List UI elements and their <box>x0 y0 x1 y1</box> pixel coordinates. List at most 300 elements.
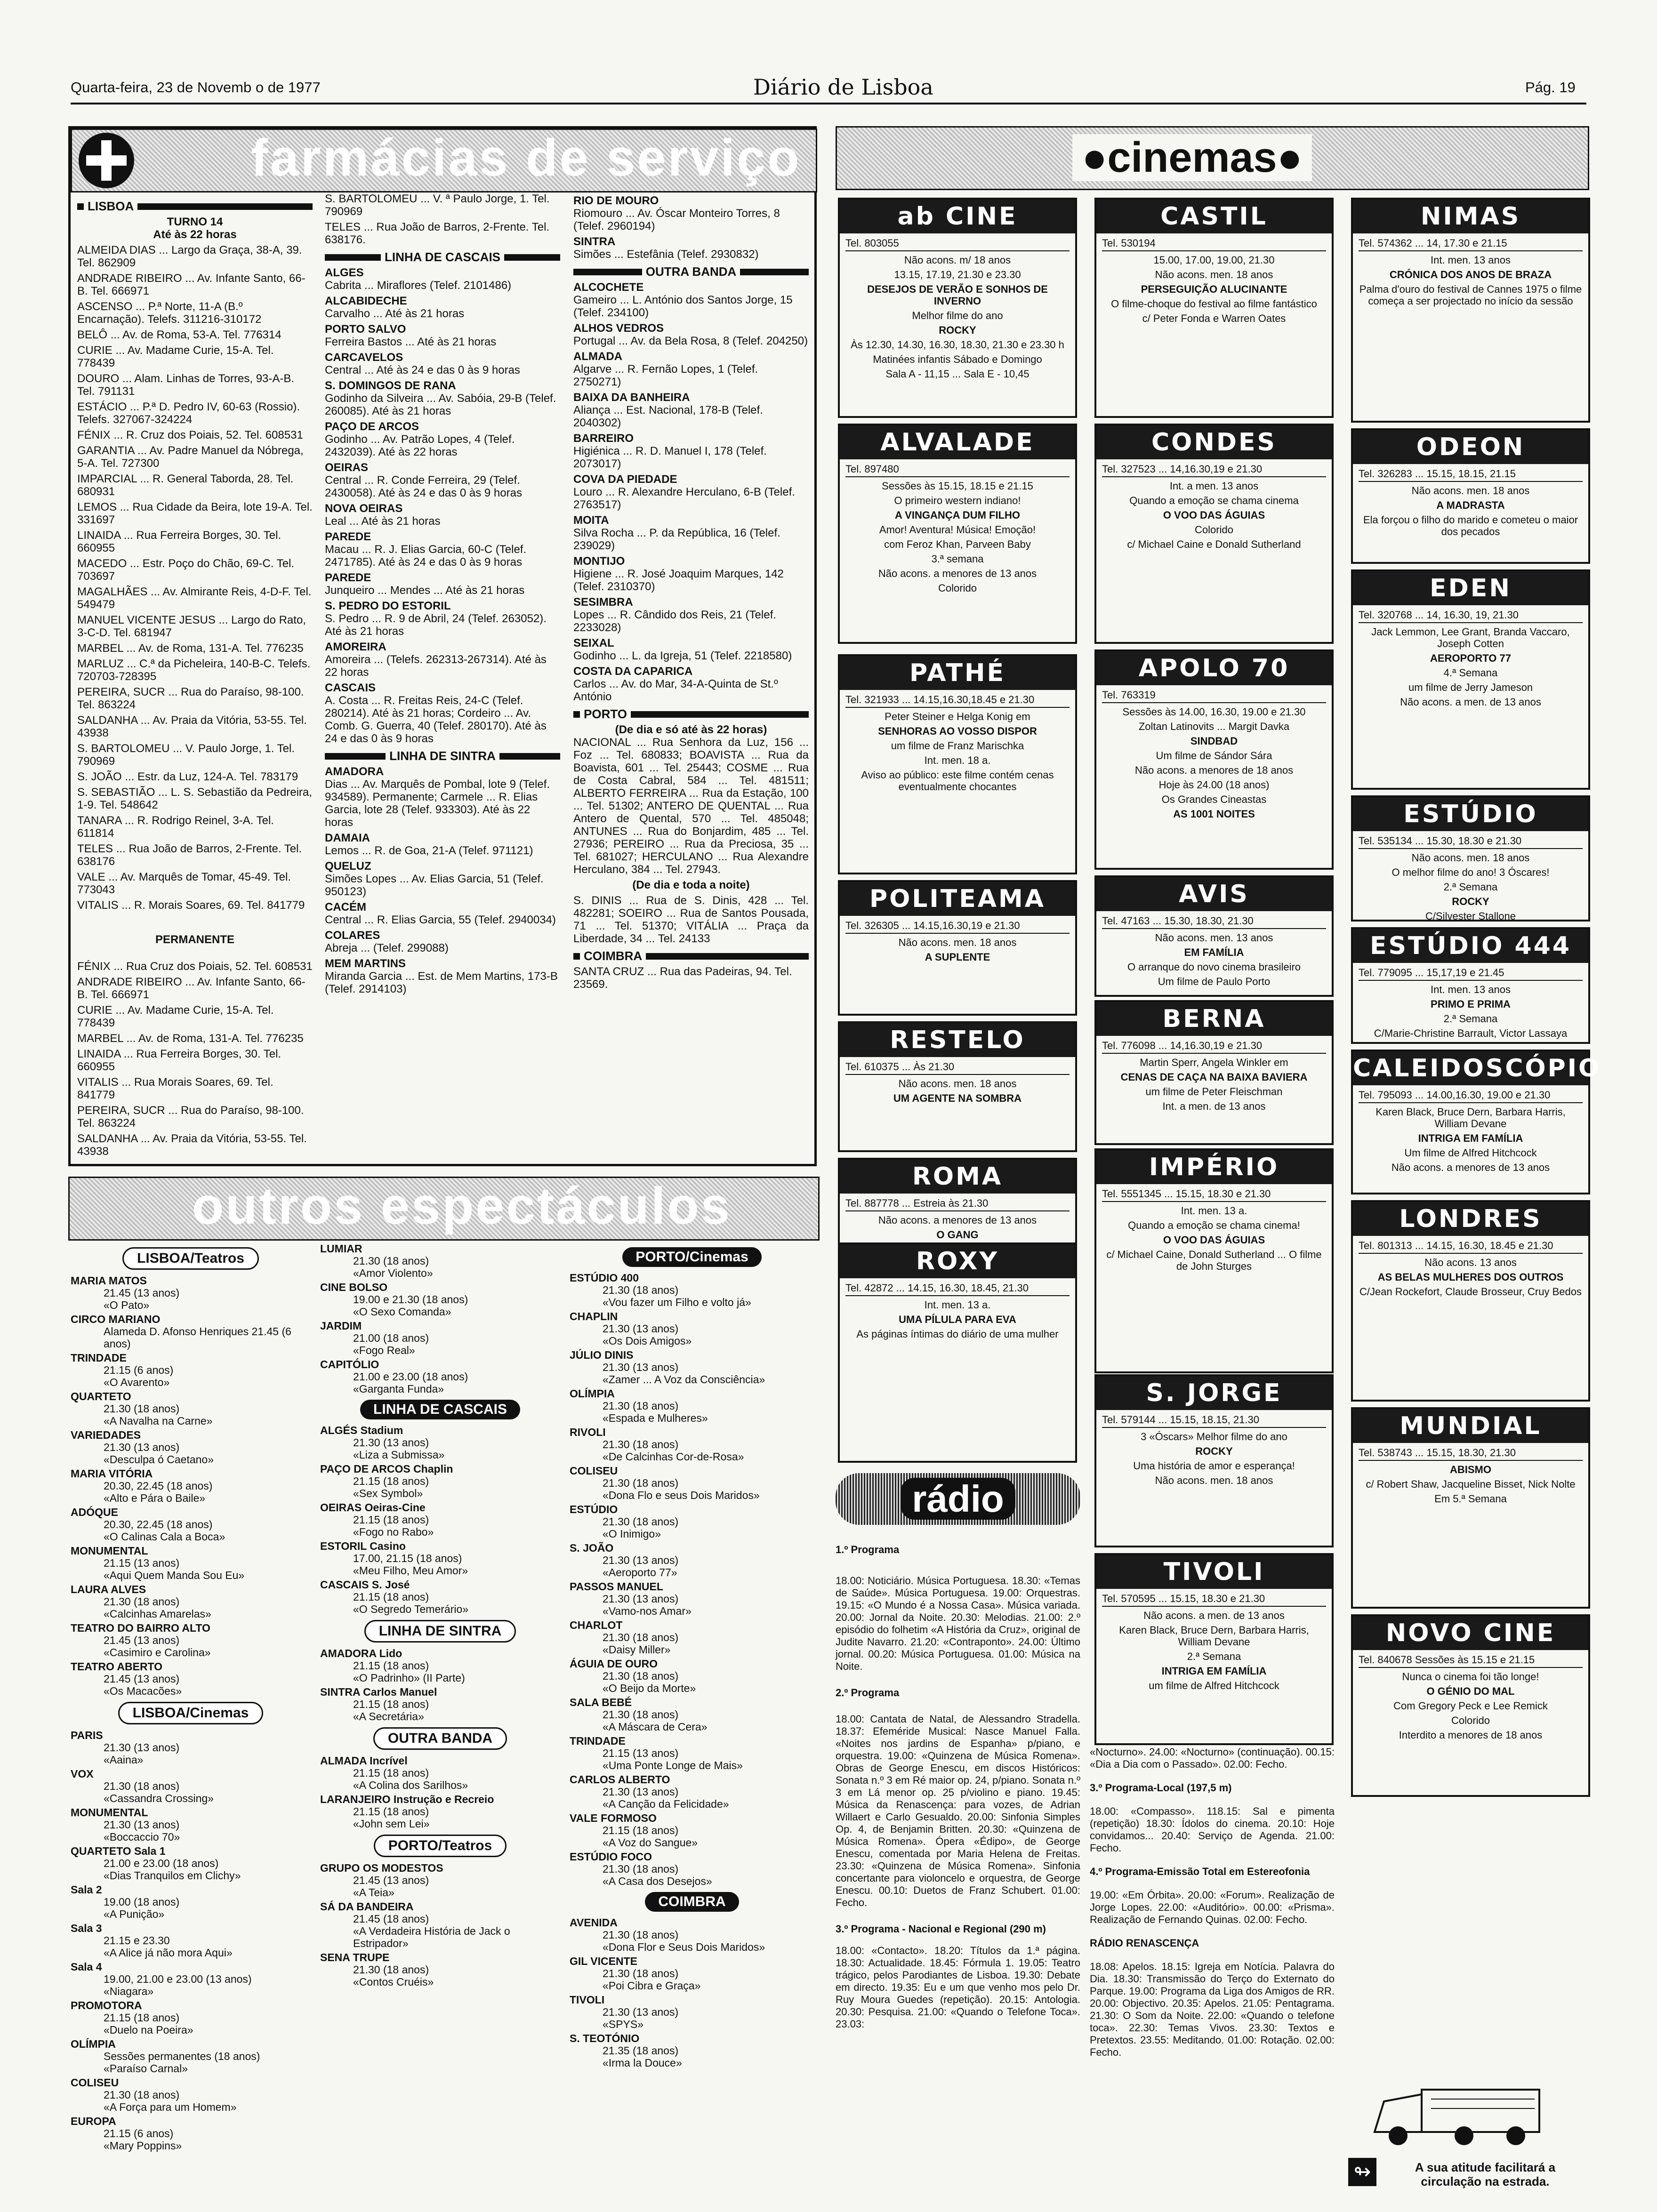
cinema-line: Karen Black, Bruce Dern, Barbara Harris, William Devane <box>1119 1624 1309 1648</box>
show-title: «O Calinas Cala a Boca» <box>104 1531 225 1543</box>
show-entry <box>570 1994 814 2030</box>
show-entry <box>320 1793 560 1830</box>
turno: TURNO 14 <box>167 216 223 228</box>
show-time: 21.30 (18 anos) <box>603 1515 679 1528</box>
road-sign-icon: ↬ <box>1348 2158 1376 2186</box>
place-heading: ALCABIDECHE <box>325 295 407 307</box>
venue-name: JÚLIO DINIS <box>570 1349 634 1361</box>
radio-r2-p1: 18.00: «Compasso». 118.15: Sal e pimenta (repetição) 18.30: Ídolos do cinema. 20.10: Hoje convidamos... 20.40: Serviço de Agenda. 21.00: Fecho. <box>1090 1805 1335 1854</box>
cinema-line: Não acons. a menores de 13 anos <box>878 568 1037 579</box>
show-entry <box>570 1696 814 1733</box>
show-title: «Aeroporto 77» <box>603 1566 677 1579</box>
cascais-list <box>325 266 560 745</box>
show-title: «A Verdadeira História de Jack o Estripador» <box>353 1925 510 1949</box>
cinema-line: Não acons. a men. de 13 anos <box>1400 696 1541 708</box>
cinema-line: O GÉNIO DO MAL <box>1426 1685 1515 1697</box>
cinema-body <box>840 1280 1075 1345</box>
pharmacy-entry: ANDRADE RIBEIRO ... Av. Infante Santo, 66-B. Tel. 666971 <box>77 272 306 297</box>
newspaper-title: Diário de Lisboa <box>753 74 933 100</box>
place-heading: SEIXAL <box>573 637 614 649</box>
venue-name: Sala 3 <box>71 1922 102 1934</box>
cinema-line: O VOO DAS ÁGUIAS <box>1163 509 1265 521</box>
venue-name: PROMOTORA <box>71 1999 142 2012</box>
venue-name: CARLOS ALBERTO <box>570 1773 670 1786</box>
show-entry <box>71 2038 311 2075</box>
venue-name: ADÓQUE <box>71 1506 118 1518</box>
show-entry <box>320 1358 560 1395</box>
show-title: «O Beijo da Morte» <box>603 1682 696 1694</box>
cinema-line: 2.ª Semana <box>1443 881 1498 893</box>
cinema-line: Jack Lemmon, Lee Grant, Branda Vaccaro, Joseph Cotten <box>1371 626 1570 649</box>
show-time: 21.30 (13 anos) <box>603 2006 679 2018</box>
pharmacy-entry: A. Costa ... R. Freitas Reis, 24-C (Telef. 280214). Até às 21 horas; Cordeiro ... Av. Comb. G. Guerra, 40 (Telef. 280170). Até às 24 e das 0 às 9 horas <box>325 694 547 745</box>
show-time: 21.30 (18 anos) <box>353 1255 429 1267</box>
cinema-line: Colorido <box>938 582 977 594</box>
pharmacy-entry: Simões Lopes ... Av. Elias Garcia, 51 (Telef. 950123) <box>325 873 544 898</box>
radio-p3-head: 3.º Programa - Nacional e Regional (290 m) <box>836 1923 1046 1935</box>
cinema-body <box>840 692 1075 797</box>
cinema-line: PERSEGUIÇÃO ALUCINANTE <box>1141 283 1287 295</box>
cinema-name: PATHÉ <box>840 656 1075 690</box>
show-entry <box>570 1735 814 1771</box>
cinema-name: ESTÚDIO <box>1353 797 1588 831</box>
cinema-name: LONDRES <box>1353 1202 1588 1236</box>
show-title: «Aaina» <box>104 1754 144 1766</box>
cinema-phone: Tel. 763319 <box>1102 689 1326 703</box>
pharmacy-entry: Amoreira ... (Telefs. 262313-267314). Até às 22 horas <box>325 653 547 679</box>
show-time: 21.30 (18 anos) <box>603 1670 679 1682</box>
cinema-name: IMPÉRIO <box>1096 1150 1332 1184</box>
show-title: «John sem Lei» <box>353 1818 430 1830</box>
show-entry <box>71 1274 311 1311</box>
cinema-est-dio <box>1351 795 1590 922</box>
col3-top <box>573 194 809 261</box>
pharmacy-entry: Silva Rocha ... P. da República, 16 (Telef. 239029) <box>573 527 780 552</box>
venue-name: TIVOLI <box>570 1994 605 2006</box>
show-title: «O Inimigo» <box>603 1528 661 1540</box>
show-title: «A Canção da Felicidade» <box>603 1798 729 1810</box>
cinema-name: ROMA <box>840 1160 1075 1194</box>
venue-name: VOX <box>71 1768 94 1780</box>
show-time: 21.30 (13 anos) <box>603 1554 679 1566</box>
cinema-avis <box>1094 875 1334 997</box>
cinema-phone: Tel. 538743 ... 15.15, 18.30, 21.30 <box>1359 1447 1583 1461</box>
cinema-line: Colorido <box>1195 524 1233 536</box>
venue-name: SINTRA Carlos Manuel <box>320 1686 437 1698</box>
cinema-line: Matinées infantis Sábado e Domingo <box>873 353 1042 365</box>
cinema-name: AVIS <box>1096 877 1332 911</box>
show-entry <box>320 1501 560 1538</box>
show-title: «Dona Flor e Seus Dois Maridos» <box>603 1941 765 1953</box>
cinema-line: ROCKY <box>1452 896 1489 907</box>
cinema-line: um filme de Franz Marischka <box>891 740 1024 752</box>
show-title: «Boccaccio 70» <box>104 1831 180 1843</box>
cinema-line: Um filme de Alfred Hitchcock <box>1404 1147 1537 1159</box>
cinema-line: AEROPORTO 77 <box>1430 652 1511 664</box>
pharmacy-entry: TELES ... Rua João de Barros, 2-Frente. Tel. 638176 <box>77 842 302 868</box>
cinema-phone: Tel. 320768 ... 14, 16.30, 19, 21.30 <box>1359 609 1583 623</box>
cinema-line: Não acons. a menores de 13 anos <box>1391 1162 1550 1173</box>
cinema-berna <box>1094 1000 1334 1145</box>
venue-name: CIRCO MARIANO <box>71 1313 161 1325</box>
cinema-line: Não acons. men. 18 anos <box>1411 852 1530 864</box>
show-time: 21.30 (18 anos) <box>603 1929 679 1941</box>
cinema-phone: Tel. 326283 ... 15.15, 18.15, 21.15 <box>1359 468 1583 482</box>
show-title: «Uma Ponte Longe de Mais» <box>603 1759 743 1771</box>
place-heading: DAMAIA <box>325 832 370 844</box>
cinema-line: Aviso ao público: este filme contém cenas eventualmente chocantes <box>861 769 1054 793</box>
show-time: 21.30 (18 anos) <box>603 1400 679 1412</box>
cinema-line: c/ Michael Caine, Donald Sutherland ... O filme de John Sturges <box>1106 1249 1322 1272</box>
show-title: «Daisy Miller» <box>603 1643 671 1656</box>
radio-r2-head1: 3.º Programa-Local (197,5 m) <box>1090 1782 1232 1794</box>
show-entry <box>570 1658 814 1694</box>
show-entry <box>71 1806 311 1843</box>
show-time: 21.45 (18 anos) <box>353 1913 429 1925</box>
show-time: 21.15 (13 anos) <box>603 1747 679 1759</box>
cinema-name: ESTÚDIO 444 <box>1353 929 1588 963</box>
venue-name: SÁ DA BANDEIRA <box>320 1900 414 1913</box>
show-title: «Alto e Pára o Baile» <box>104 1492 206 1504</box>
cinema-name: TIVOLI <box>1096 1555 1332 1589</box>
show-title: «Contos Cruéis» <box>353 1976 434 1988</box>
venue-name: RIVOLI <box>570 1426 606 1438</box>
cinema-body <box>1096 1038 1332 1117</box>
pharmacy-entry: PEREIRA, SUCR ... Rua do Paraíso, 98-100. Tel. 863224 <box>77 1104 304 1130</box>
venue-name: CHARLOT <box>570 1619 623 1631</box>
show-time: 21.15 (18 anos) <box>353 1805 429 1818</box>
pill-lisboa-cinemas: LISBOA/Cinemas <box>118 1702 264 1724</box>
cinema-line: ABISMO <box>1450 1464 1491 1475</box>
cinema-body <box>840 235 1075 385</box>
cinema-line: PRIMO E PRIMA <box>1431 998 1511 1010</box>
cinema-line: Com Gregory Peck e Lee Remick <box>1393 1700 1548 1712</box>
pharmacy-entry: Godinho ... L. da Igreja, 51 (Telef. 2218580) <box>573 649 792 662</box>
cinema-body <box>1353 607 1588 713</box>
cinema-line: Karen Black, Bruce Dern, Barbara Harris, William Devane <box>1375 1106 1566 1130</box>
cinema-line: 2.ª Semana <box>1187 1651 1241 1662</box>
show-time: 21.00 e 23.00 (18 anos) <box>104 1857 219 1869</box>
show-time: 21.45 (13 anos) <box>104 1673 180 1685</box>
cinemas-banner <box>836 126 1589 190</box>
show-title: «A Navalha na Carne» <box>104 1415 213 1427</box>
venue-name: CAPITÓLIO <box>320 1358 379 1370</box>
show-time: 21.15 (18 anos) <box>353 1591 429 1603</box>
pharmacy-entry: CURIE ... Av. Madame Curie, 15-A. Tel. 778439 <box>77 344 274 369</box>
cinema-phone: Tel. 897480 <box>845 463 1070 477</box>
venue-name: CASCAIS S. José <box>320 1579 410 1591</box>
cinema-line: Hoje às 24.00 (18 anos) <box>1158 779 1270 791</box>
cinema-imp-rio <box>1094 1148 1334 1373</box>
pharmacy-entry: Simões ... Estefânia (Telef. 2930832) <box>573 248 759 261</box>
show-title: «A Casa dos Desejos» <box>603 1875 712 1887</box>
cinema-line: Não acons. men. 18 anos <box>898 937 1017 948</box>
show-entry <box>320 1540 560 1577</box>
show-time: 19.00 (18 anos) <box>104 1896 180 1908</box>
show-time: 21.30 (18 anos) <box>603 1863 679 1875</box>
cinema-body <box>840 918 1075 968</box>
pharmacy-entry: S. BARTOLOMEU ... V. Paulo Jorge, 1. Tel. 790969 <box>77 742 295 768</box>
show-entry <box>71 1467 311 1504</box>
cinema-name: CONDES <box>1096 425 1332 459</box>
place-heading: CARCAVELOS <box>325 351 403 364</box>
show-time: 21.30 (13 anos) <box>603 1322 679 1335</box>
outros-col-1 <box>71 1247 311 2154</box>
cinema-body <box>1353 1238 1588 1302</box>
cinema-line: ROCKY <box>1195 1445 1233 1457</box>
venue-name: LARANJEIRO Instrução e Recreio <box>320 1793 494 1805</box>
outra-list <box>573 281 809 703</box>
show-time: 21.35 (18 anos) <box>603 2044 679 2057</box>
show-title: «Os Macacões» <box>104 1685 182 1697</box>
pharmacy-entry: VALE ... Av. Marquês de Tomar, 45-49. Tel. 773043 <box>77 871 291 896</box>
pharmacy-banner-title: farmácias de serviço <box>251 129 801 187</box>
show-entry <box>570 1272 814 1308</box>
venue-name: OEIRAS Oeiras-Cine <box>320 1501 426 1514</box>
show-entry <box>320 1900 560 1949</box>
show-title: «A Punição» <box>104 1908 165 1920</box>
show-entry <box>71 1660 311 1697</box>
pharmacy-entry: Godinho ... Av. Patrão Lopes, 4 (Telef. 2432039). Até às 22 horas <box>325 433 515 458</box>
show-time: 21.30 (13 anos) <box>104 1819 180 1831</box>
porto-teatros-list <box>320 1862 560 1988</box>
pharmacy-entry: GARANTIA ... Av. Padre Manuel da Nóbrega, 5-A. Tel. 727300 <box>77 444 304 470</box>
pill-linha-sintra: LINHA DE SINTRA <box>364 1620 516 1643</box>
show-time: 21.30 (13 anos) <box>353 1436 429 1449</box>
pill-lisboa-teatros: LISBOA/Teatros <box>122 1247 259 1270</box>
venue-name: VALE FORMOSO <box>570 1812 657 1824</box>
pharmacy-entry: ALMEIDA DIAS ... Largo da Graça, 38-A, 39. Tel. 862909 <box>77 244 302 269</box>
show-title: «SPYS» <box>603 2018 643 2030</box>
show-entry <box>320 1281 560 1318</box>
pharmacy-entry: MARLUZ ... C.ª da Picheleira, 140-B-C. Telefs. 720703-728395 <box>77 657 311 683</box>
cinema-line: Colorido <box>1451 1715 1490 1726</box>
show-title: «Irma la Douce» <box>603 2057 682 2069</box>
cinema-line: Não acons. a menores de 18 anos <box>1134 764 1294 776</box>
cinema-line: INTRIGA EM FAMÍLIA <box>1161 1665 1267 1677</box>
pharmacy-entry: Central ... R. Conde Ferreira, 29 (Telef. 2430058). Até às 24 e das 0 às 9 horas <box>325 474 522 499</box>
show-time: 21.30 (18 anos) <box>603 1477 679 1489</box>
porto-cinemas-list <box>570 1272 814 1887</box>
show-time: 21.30 (18 anos) <box>603 1284 679 1296</box>
porto-text2: S. DINIS ... Rua de S. Dinis, 428 ... Tel. 482281; SOEIRO ... Rua de Santos Pousada, 71 ... Tel. 51370; VITÁLIA ... Praça da Liberdade, 34 ... Tel. 24133 <box>573 894 809 945</box>
cinema-phone: Tel. 47163 ... 15.30, 18.30, 21.30 <box>1102 915 1326 929</box>
venue-name: OLÍMPIA <box>570 1387 615 1400</box>
cinema-line: Um filme de Sándor Sára <box>1156 750 1272 761</box>
pharmacy-entry: Carlos ... Av. do Mar, 34-A-Quinta de St.º António <box>573 678 778 703</box>
coimbra-list <box>570 1916 814 2069</box>
cinema-line: Peter Steiner e Helga Konig em <box>885 711 1030 722</box>
show-entry <box>320 1647 560 1684</box>
pharmacy-entry: S. SEBASTIÃO ... L. S. Sebastião da Pedreira, 1-9. Tel. 548642 <box>77 786 312 811</box>
cinema-line: EM FAMÍLIA <box>1184 946 1244 958</box>
cinema-line: 4.ª Semana <box>1443 667 1498 679</box>
lisboa-cinemas-list <box>71 1729 311 2152</box>
cinema-line: CENAS DE CAÇA NA BAIXA BAVIERA <box>1120 1071 1308 1083</box>
pharmacy-entry: TANARA ... R. Rodrigo Reinel, 3-A. Tel. 611814 <box>77 814 274 840</box>
show-time: 21.30 (18 anos) <box>603 1708 679 1721</box>
show-time: 21.30 (13 anos) <box>603 1593 679 1605</box>
cinema-phone: Tel. 570595 ... 15.15, 18.30 e 21.30 <box>1102 1593 1326 1607</box>
cinema-line: Não acons. men. 18 anos <box>1155 1475 1273 1486</box>
pharmacy-section <box>68 126 817 1166</box>
cinema-line: O melhor filme do ano! 3 Óscares! <box>1392 866 1550 878</box>
cinema-line: um filme de Alfred Hitchcock <box>1149 1680 1279 1691</box>
radio-p3: 18.00: «Contacto». 18.20: Títulos da 1.ª página. 18.30: Actualidade. 18.45: Fórmula 1. 19.05: Teatro trágico, pelos Parodiantes de Lisboa. 19.30: Debate em directo. 19.35: Eu e um que venho mos pelo Dr. Ruy Moura Guedes (repetição). 20.15: Antologia. 20.30: Pesquisa. 21.00: «Quando o Telefone Toca». 23.03: <box>836 1945 1080 2030</box>
cinema-phone: Tel. 887778 ... Estreia às 21.30 <box>845 1197 1070 1211</box>
cinema-line: Amor! Aventura! Música! Emoção! <box>879 524 1036 536</box>
show-time: 21.15 (18 anos) <box>104 2012 180 2024</box>
show-entry <box>71 1883 311 1920</box>
cinema-body <box>1096 1412 1332 1491</box>
cinema-line: Não acons. men. 18 anos <box>898 1078 1017 1090</box>
show-entry <box>320 1579 560 1615</box>
show-title: «Desculpa ó Caetano» <box>104 1453 214 1466</box>
show-entry <box>71 1506 311 1543</box>
venue-name: TRINDADE <box>570 1735 626 1747</box>
show-entry <box>71 1845 311 1882</box>
show-time: 21.30 (18 anos) <box>104 1403 180 1415</box>
cinema-line: Sala A - 11,15 ... Sala E - 10,45 <box>885 368 1030 380</box>
show-title: «Vou fazer um Filho e volto já» <box>603 1296 751 1308</box>
show-entry <box>570 1349 814 1386</box>
venue-name: CHAPLIN <box>570 1310 618 1322</box>
show-title: «O Sexo Comanda» <box>353 1306 451 1318</box>
cinema-line: O primeiro western indiano! <box>894 495 1021 506</box>
cinema-body <box>1353 1445 1588 1509</box>
pill-linha-cascais: LINHA DE CASCAIS <box>360 1400 520 1419</box>
show-entry <box>570 1310 814 1347</box>
show-title: «Casimiro e Carolina» <box>104 1646 211 1659</box>
show-title: «Sex Symbol» <box>353 1487 423 1499</box>
cinema-line: Int. men. 13 a. <box>924 1299 991 1311</box>
pill-porto-teatros: PORTO/Teatros <box>374 1835 507 1857</box>
cinema-phone: Tel. 779095 ... 15,17,19 e 21.45 <box>1359 967 1583 981</box>
show-time: 21.15 (6 anos) <box>104 1364 174 1376</box>
show-title: «Cassandra Crossing» <box>104 1792 214 1804</box>
venue-name: SALA BEBÉ <box>570 1696 632 1708</box>
venue-name: QUARTETO <box>71 1390 131 1403</box>
pharmacy-col-3 <box>573 192 809 994</box>
pharmacy-entry: Ferreira Bastos ... Até às 21 horas <box>325 336 497 348</box>
show-title: «Aqui Quem Manda Sou Eu» <box>104 1569 245 1581</box>
cinema-castil <box>1094 198 1334 418</box>
show-title: «Garganta Funda» <box>353 1383 444 1395</box>
place-heading: COLARES <box>325 929 380 942</box>
cinema-line: Nunca o cinema foi tão longe! <box>1402 1671 1539 1683</box>
cinema-body <box>1353 235 1588 312</box>
cinema-path- <box>838 654 1077 874</box>
cinema-tivoli <box>1094 1553 1334 1745</box>
cinema-line: Não acons. m/ 18 anos <box>904 254 1011 266</box>
place-heading: PAREDE <box>325 530 371 543</box>
pharmacy-entry: IMPARCIAL ... R. General Taborda, 28. Tel. 680931 <box>77 473 294 498</box>
venue-name: MARIA VITÓRIA <box>71 1467 153 1480</box>
pharmacy-entry: S. Pedro ... R. 9 de Abril, 24 (Telef. 263052). Até às 21 horas <box>325 612 547 638</box>
pharmacy-entry: ANDRADE RIBEIRO ... Av. Infante Santo, 66-B. Tel. 666971 <box>77 976 306 1001</box>
cinema-body <box>840 461 1075 599</box>
show-title: «Fogo no Rabo» <box>353 1526 434 1538</box>
pharmacy-entry: Miranda Garcia ... Est. de Mem Martins, 173-B (Telef. 2914103) <box>325 970 558 995</box>
radio-r2-p2: 19.00: «Em Órbita». 20.00: «Forum». Realização de Jorge Lopes. 22.00: «Auditório». 00.00: «Prisma». Realização de Fernando Quinas. 02.00: Fecho. <box>1090 1889 1335 1925</box>
pharmacy-entry: MAGALHÃES ... Av. Almirante Reis, 4-D-F. Tel. 549479 <box>77 585 312 611</box>
venue-name: S. JOÃO <box>570 1542 614 1554</box>
show-entry <box>320 1755 560 1791</box>
show-time: 21.30 (18 anos) <box>603 1967 679 1980</box>
pharmacy-entry: Higiénica ... R. D. Manuel I, 178 (Telef. 2073017) <box>573 445 767 470</box>
cinema-line: um filme de Jerry Jameson <box>1408 681 1533 693</box>
pharmacy-entry: Riomouro ... Av. Óscar Monteiro Torres, 8 (Telef. 2960194) <box>573 207 780 232</box>
cross-icon <box>79 133 134 188</box>
show-title: «O Padrinho» (II Parte) <box>353 1672 465 1684</box>
ad-text: A sua atitude facilitará a circulação na estrada. <box>1415 2160 1556 2188</box>
cinema-line: Ela forçou o filho do marido e cometeu o maior dos pecados <box>1363 514 1578 537</box>
pharmacy-entry: ASCENSO ... P.ª Norte, 11-A (B.º Encarnação). Telefs. 311216-310172 <box>77 300 262 326</box>
cinema-line: Int. a men. de 13 anos <box>1162 1100 1266 1112</box>
linha-cascais-list <box>320 1424 560 1615</box>
show-time: 21.15 (6 anos) <box>104 2127 174 2140</box>
cinema-line: A MADRASTA <box>1436 499 1505 511</box>
cinema-name: S. JORGE <box>1096 1376 1332 1410</box>
venue-name: MARIA MATOS <box>71 1274 147 1287</box>
place-heading: BARREIRO <box>573 432 634 445</box>
venue-name: EUROPA <box>71 2115 116 2127</box>
pharmacy-entry: VITALIS ... R. Morais Soares, 69. Tel. 841779 <box>77 899 305 912</box>
cinema-line: Int. men. 13 a. <box>1181 1205 1247 1217</box>
radio-section <box>836 1473 1080 2030</box>
venue-name: TEATRO ABERTO <box>71 1660 163 1673</box>
cinema-line: Quando a emoção se chama cinema <box>1129 495 1299 506</box>
venue-name: MONUMENTAL <box>71 1545 148 1557</box>
show-time: 21.30 (18 anos) <box>104 2089 180 2101</box>
venue-name: ALMADA Incrível <box>320 1755 408 1767</box>
traffic-ad <box>1346 2080 1586 2203</box>
show-title: «Espada e Mulheres» <box>603 1412 708 1424</box>
show-time: 21.15 (13 anos) <box>104 1557 180 1569</box>
pharmacy-entry: S. JOÃO ... Estr. da Luz, 124-A. Tel. 783179 <box>77 770 298 783</box>
pharmacy-entry: Lemos ... R. de Goa, 21-A (Telef. 971121) <box>325 844 533 857</box>
permanente-list <box>77 960 313 1158</box>
place-heading: CACÉM <box>325 901 366 914</box>
cinema-line: Não acons. a men. de 13 anos <box>1143 1610 1285 1621</box>
show-time: Sessões permanentes (18 anos) <box>104 2050 260 2062</box>
venue-name: GRUPO OS MODESTOS <box>320 1862 443 1874</box>
pharmacy-entry: FÉNIX ... Rua Cruz dos Poiais, 52. Tel. 608531 <box>77 960 313 973</box>
header-rule <box>71 103 1586 104</box>
show-title: «A Força para um Homem» <box>104 2101 237 2113</box>
show-entry <box>320 1862 560 1899</box>
outra-banda-list <box>320 1755 560 1830</box>
show-time: 21.30 (13 anos) <box>104 1741 180 1754</box>
show-entry <box>320 1424 560 1461</box>
radio-r2-head3: RÁDIO RENASCENÇA <box>1090 1937 1199 1949</box>
cinema-line: Os Grandes Cineastas <box>1161 793 1267 805</box>
show-entry <box>570 1955 814 1992</box>
place-heading: ALMADA <box>573 350 622 363</box>
place-heading: ALCOCHETE <box>573 281 644 294</box>
cinema-line: A VINGANÇA DUM FILHO <box>894 509 1021 521</box>
show-entry <box>320 1951 560 1988</box>
cinema-name: CASTIL <box>1096 200 1332 233</box>
venue-name: JARDIM <box>320 1320 362 1332</box>
lisboa-heading: LISBOA <box>77 200 313 213</box>
cinema-line: O VOO DAS ÁGUIAS <box>1163 1234 1265 1246</box>
cinema-line: INTRIGA EM FAMÍLIA <box>1418 1132 1523 1144</box>
linha-sintra-list <box>320 1647 560 1723</box>
cinema-line: A SUPLENTE <box>925 951 990 963</box>
show-time: 17.00, 21.15 (18 anos) <box>353 1552 462 1564</box>
place-heading: OEIRAS <box>325 461 369 474</box>
